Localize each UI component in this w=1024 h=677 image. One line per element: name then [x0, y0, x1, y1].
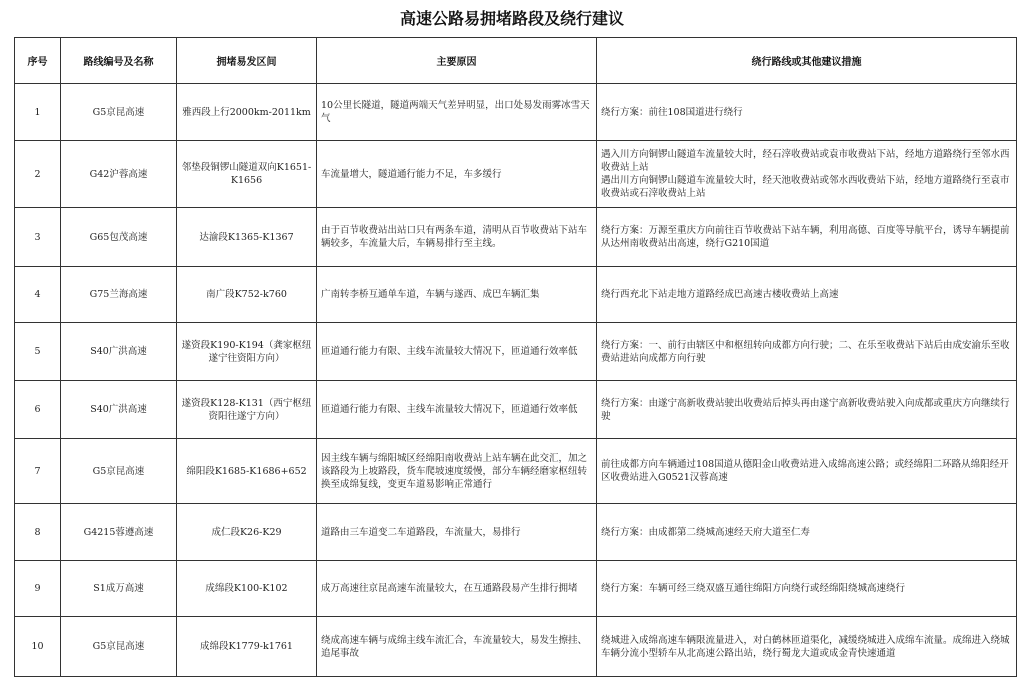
cell-no: 6: [15, 381, 61, 439]
cell-advice: 绕行方案：万源至重庆方向前往百节收费站下站车辆，利用高德、百度等导航平台，诱导车辆提前从达州南收费站出高速，绕行G210国道: [597, 208, 1017, 267]
cell-section: 成绵段K1779-k1761: [177, 617, 317, 677]
table-row: [15, 439, 1017, 504]
cell-no: 5: [15, 323, 61, 381]
header-advice: 绕行路线或其他建议措施: [597, 38, 1017, 84]
cell-route: G75兰海高速: [61, 267, 177, 323]
cell-no: 10: [15, 617, 61, 677]
cell-section: 成仁段K26-K29: [177, 504, 317, 561]
cell-advice: 前往成都方向车辆通过108国道从德阳金山收费站进入成绵高速公路；或经绵阳二环路从绵阳经开区收费站进入G0521汉蓉高速: [597, 439, 1017, 504]
header-section: 拥堵易发区间: [177, 38, 317, 84]
cell-route: G42沪蓉高速: [61, 141, 177, 208]
cell-route: G4215蓉遵高速: [61, 504, 177, 561]
cell-reason: 匝道通行能力有限、主线车流量较大情况下，匝道通行效率低: [317, 381, 597, 439]
table-row: [15, 208, 1017, 267]
cell-route: G5京昆高速: [61, 439, 177, 504]
cell-no: 7: [15, 439, 61, 504]
header-reason: 主要原因: [317, 38, 597, 84]
table-row: [15, 617, 1017, 677]
document-title: 高速公路易拥堵路段及绕行建议: [399, 9, 624, 28]
cell-route: S40广洪高速: [61, 323, 177, 381]
cell-reason: 车流量增大，隧道通行能力不足，车多缓行: [317, 141, 597, 208]
cell-advice: 绕行方案：由成都第二绕城高速经天府大道至仁寿: [597, 504, 1017, 561]
cell-section: 达渝段K1365-K1367: [177, 208, 317, 267]
cell-reason: 成万高速往京昆高速车流量较大，在互通路段易产生排行拥堵: [317, 561, 597, 617]
cell-no: 8: [15, 504, 61, 561]
cell-section: 雅西段上行2000km-2011km: [177, 84, 317, 141]
cell-advice: 绕行方案：车辆可经三绕双盛互通往绵阳方向绕行或经绵阳绕城高速绕行: [597, 561, 1017, 617]
cell-reason: 匝道通行能力有限、主线车流量较大情况下，匝道通行效率低: [317, 323, 597, 381]
cell-route: G5京昆高速: [61, 617, 177, 677]
table-row: [15, 84, 1017, 141]
cell-no: 1: [15, 84, 61, 141]
cell-route: S40广洪高速: [61, 381, 177, 439]
cell-section: 绵阳段K1685-K1686+652: [177, 439, 317, 504]
cell-no: 4: [15, 267, 61, 323]
cell-advice: 绕行方案：前往108国道进行绕行: [597, 84, 1017, 141]
cell-section: 邻垫段铜锣山隧道双向K1651-K1656: [177, 141, 317, 208]
cell-reason: 由于百节收费站出站口只有两条车道，清明从百节收费站下站车辆较多，车流量大后，车辆易排行至主线。: [317, 208, 597, 267]
header-route: 路线编号及名称: [61, 38, 177, 84]
table-row: [15, 141, 1017, 208]
table-row: [15, 323, 1017, 381]
cell-advice: 绕城进入成绵高速车辆限流量进入，对白鹤林匝道渠化，减缓绕城进入成绵车流量。成绵进入绕城车辆分流小型轿车从北高速公路出站，绕行蜀龙大道或成金青快速通道: [597, 617, 1017, 677]
cell-section: 南广段K752-k760: [177, 267, 317, 323]
cell-advice: 遇入川方向铜锣山隧道车流量较大时，经石滓收费站或袁市收费站下站，经地方道路绕行至邻水西收费站上站 遇出川方向铜锣山隧道车流量较大时，经天池收费站或邻水西收费站下站，经地方道路绕行至袁市收费站或石滓收费站上站: [597, 141, 1017, 208]
cell-reason: 绕成高速车辆与成绵主线车流汇合，车流量较大，易发生擦挂、追尾事故: [317, 617, 597, 677]
cell-no: 9: [15, 561, 61, 617]
cell-route: G5京昆高速: [61, 84, 177, 141]
cell-advice: 绕行西充北下站走地方道路经成巴高速古楼收费站上高速: [597, 267, 1017, 323]
congestion-table: [14, 37, 1017, 677]
cell-reason: 10公里长隧道，隧道两端天气差异明显，出口处易发雨雾冰雪天气: [317, 84, 597, 141]
cell-no: 2: [15, 141, 61, 208]
cell-no: 3: [15, 208, 61, 267]
table-row: [15, 504, 1017, 561]
header-no: 序号: [15, 38, 61, 84]
table-row: [15, 561, 1017, 617]
cell-advice: 绕行方案：由遂宁高新收费站驶出收费站后掉头再由遂宁高新收费站驶入向成都或重庆方向继续行驶: [597, 381, 1017, 439]
cell-reason: 道路由三车道变二车道路段，车流量大，易排行: [317, 504, 597, 561]
table-header-row: [15, 38, 1017, 84]
cell-section: 遂资段K190-K194（龚家枢纽遂宁往资阳方向）: [177, 323, 317, 381]
table-row: [15, 267, 1017, 323]
cell-section: 遂资段K128-K131（西宁枢纽资阳往遂宁方向）: [177, 381, 317, 439]
cell-reason: 广南转李桥互通单车道，车辆与遂西、成巴车辆汇集: [317, 267, 597, 323]
cell-route: G65包茂高速: [61, 208, 177, 267]
table-row: [15, 381, 1017, 439]
cell-section: 成绵段K100-K102: [177, 561, 317, 617]
cell-reason: 因主线车辆与绵阳城区经绵阳南收费站上站车辆在此交汇，加之该路段为上坡路段，货车爬坡速度缓慢，部分车辆经磨家枢纽转换至成绵复线，变更车道易影响正常通行: [317, 439, 597, 504]
cell-advice: 绕行方案：一、前行由辖区中和枢纽转向成都方向行驶；二、在乐至收费站下站后由成安渝乐至收费站进站向成都方向行驶: [597, 323, 1017, 381]
cell-route: S1成万高速: [61, 561, 177, 617]
